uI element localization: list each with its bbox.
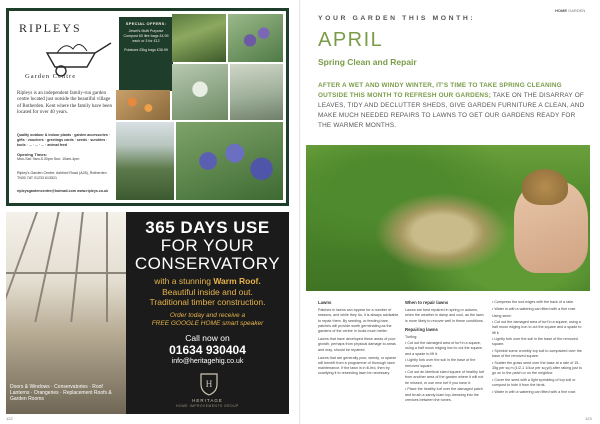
heritage-sub-1: with a stunning [154,276,211,286]
ripleys-address: Ripley's Garden Centre, Ashford Road (A28), Rotherden TN30 7AT 01233 613521 [17,171,107,180]
section-home: HOME [555,8,567,13]
heritage-crest-icon [199,372,219,396]
col2-subheading: Turfing: [405,335,418,340]
heritage-brand: HERITAGE [192,398,223,403]
col2-heading-2: Repairing lawns [405,326,438,332]
article-column-3 [492,300,584,397]
heritage-advert [6,212,289,414]
violas-photo [176,122,283,200]
list-item: • Place the healthy turf over the damaged patch and brush a sandy loam top-dressing into the crevices between the turves. [405,387,483,402]
page-number-left: 122 [6,416,13,421]
seed-list [492,320,584,395]
article-standfirst [318,81,590,131]
page-fold [299,0,301,424]
list-item: • Cut out an identical sized square of healthy turf from another area of the garden where it will not be missed, or use new turf if you have it. [405,370,485,385]
plant-shelves-photo [116,122,174,200]
ripleys-product-list: Quality outdoor & indoor plants · garden accessories · gifts · vouchers · greetings cards · seeds · sundries · tools · ... · ... · ... · animal feed [17,133,111,147]
heritage-sub-1-bold: Warm Roof. [213,276,261,286]
list-item: • Water in with a watering can fitted with a fine rose. [492,390,577,395]
heritage-headline-2: FOR YOUR [160,236,255,255]
article-subtitle: Spring Clean and Repair [318,57,417,67]
heritage-email-link[interactable]: info@heritagehig.co.uk [171,358,244,365]
col1-heading: Lawns [318,300,332,305]
ripleys-tagline: Garden Centre [25,73,77,80]
heritage-call-label: Call now on [185,333,230,343]
turfing-list [405,341,487,403]
heritage-subline [126,276,289,308]
heritage-order-2: FREE GOOGLE HOME smart speaker [151,320,264,327]
ripleys-name: RIPLEYS [19,21,82,35]
section-garden: GARDEN [568,8,586,13]
list-item: • Lightly fork over the soil in the base of the removed square. [492,337,578,347]
list-item: • Sprinkle some crumbly top soil to compacted over the base of the removed square. [492,349,582,359]
ripleys-hours-title: Opening Times: [17,152,48,157]
article-title: APRIL [318,29,384,51]
heritage-headline-1: 365 DAYS USE [145,218,270,237]
standfirst-highlight: AFTER A WET AND WINDY WINTER, IT'S TIME TO TAKE SPRING CLEANING OUTSIDE THIS MONTH TO REFRESH OUR GARDENS; [318,82,562,99]
special-offers-box [119,17,173,91]
heritage-caption: Doors & Windows · Conservatories · Roof Lanterns · Orangeries · Replacement Roofs & Garden Rooms [10,384,112,402]
col2-heading: When to repair lawns [405,300,449,305]
list-item: • Cover the seed with a light sprinkling of top soil or compost to hide it from the birds. [492,378,576,388]
section-label [555,8,585,13]
heritage-order-1: Order today and receive a [169,312,246,319]
ripleys-contact-link[interactable]: ripleysgardencentre@hotmail.com www.ripleys.co.uk [17,189,109,193]
page-number-right: 123 [585,416,592,421]
turfing-list-cont [492,300,584,312]
list-item: • Compress the sod edges with the back of a rake. [492,300,575,304]
col1-paragraph: Lawns that have developed these areas of poor growth, perhaps from physical damage to areas and may, should be repaired. [318,337,396,352]
heritage-brand-tag: HOME IMPROVEMENTS GROUP [176,404,239,408]
col3-subheading: Using seed: [492,313,512,318]
plants-photo [172,14,226,62]
col1-paragraph: Lawns that are generally poor, weedy, or sparse will benefit from a programme of thorough lawn maintenance. If the lawn is in ill-fed, then try scarifying it to reseeding lawn be necessary. [318,355,397,376]
ripleys-advert [6,8,289,206]
heritage-phone-link[interactable]: 01634 930404 [169,343,246,357]
greenhouse-photo [230,64,283,120]
heritage-sub-3: Traditional timber construction. [149,297,266,307]
offer-title: SPECIAL OFFERS: [125,21,167,26]
col1-paragraph: Patches in lawns can appear for a number of reasons, and while they do, it is always advisable to repair them. By seeding, or feeding bare patches will provide worth germinating as the gardens of the centre in looks much better. [318,308,399,334]
offer-text-2: Potatoes 25kg bags £36.99 [124,48,168,52]
ripleys-hours: Mon-Sat: 9am-5.30pm Sun: 10am-4pm [17,157,80,161]
offer-text: Jewel's Multi Purpose Compost 60 litre bags £4.99 each or 3 for £12 [123,29,169,43]
pansies-photo [228,14,283,62]
list-item: • Cut out the damaged area of turf in a square, using a half moon edging iron to cut the square and a spade to lift it. [492,320,582,335]
ripleys-intro: Ripleys is an independent family-run garden centre located just outside the beautiful village of Rotherden. Kent where the family have been located for over 40 years. [17,91,112,115]
article-column-2 [405,300,487,404]
standfirst-rest: TAKE ON THE DISARRAY OF LEAVES, TIDY AND DECLUTTER SHEDS, GIVE GARDEN FURNITURE A CLEAN, AND MAKE MUCH NEEDED REPAIRS TO LAWNS TO GET OUR GARDENS READY FOR THE WARMER MONTHS. [318,92,585,129]
svg-text:H: H [205,379,213,389]
heritage-headline-3: CONSERVATORY [134,254,281,273]
list-item: • Cut out the damaged area of turf in a square, using a half moon edging iron to cut the square, and a spade to lift it. [405,341,483,356]
list-item: • Water in with a watering can fitted with a fine rose. [492,306,577,311]
list-item: • Scatter the grass seed over the base at a rate of 15-35g per sq m (1/2-1 1/4oz per sq yd) after raking just to go on to the patch or on the neighbor. [492,361,582,376]
pots-photo [172,64,228,120]
article-column-1 [318,300,400,380]
grass-seed-image [522,169,568,205]
list-item: • Lightly fork over the soil in the base of the removed square. [405,358,476,368]
article-kicker: YOUR GARDEN THIS MONTH: [318,15,476,22]
heritage-sub-2: Beautiful inside and out. [162,286,253,297]
flowers-photo [116,90,170,120]
col2-paragraph: Lawns are best repaired in spring or autumn, when the weather is damp and cool, as the lawn is more likely to recover well in these conditions. [405,308,484,323]
